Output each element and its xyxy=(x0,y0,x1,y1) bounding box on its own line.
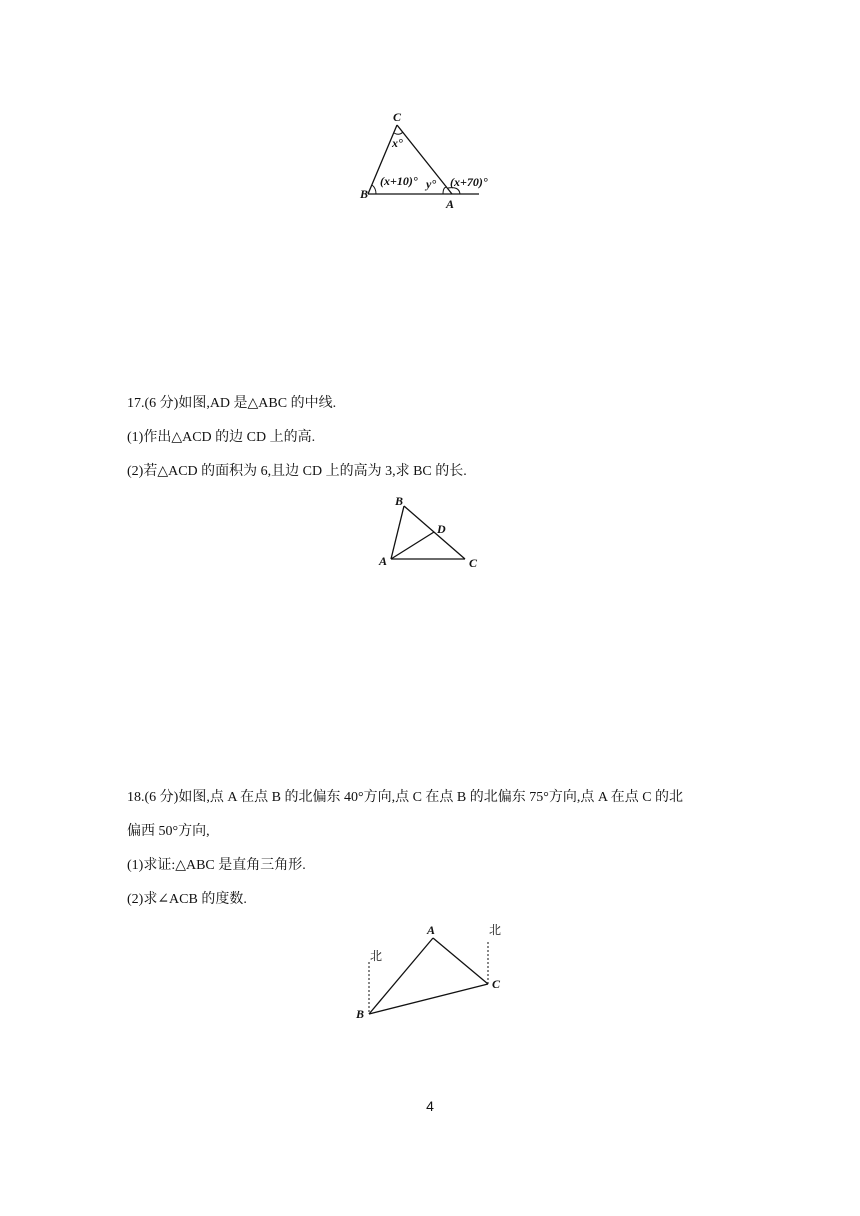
q18-title: 18.(6 分)如图,点 A 在点 B 的北偏东 40°方向,点 C 在点 B 的北偏东 75°方向,点 A 在点 C 的北 xyxy=(127,790,684,805)
label-y: y° xyxy=(426,177,437,191)
page-number: 4 xyxy=(426,1098,434,1114)
label-a: A xyxy=(379,554,388,568)
q18-part2: (2)求∠ACB 的度数. xyxy=(127,892,247,907)
angle-arc-b xyxy=(372,185,376,194)
q18-title-cont: 偏西 50°方向, xyxy=(127,824,210,839)
label-c: C xyxy=(492,977,501,991)
label-a: A xyxy=(427,923,436,937)
label-b: B xyxy=(356,1007,365,1021)
side-ac xyxy=(433,938,488,984)
label-a: A xyxy=(446,197,455,211)
figure-angle-triangle xyxy=(355,105,515,215)
q18-part1: (1)求证:△ABC 是直角三角形. xyxy=(127,858,306,873)
side-bc xyxy=(404,506,465,559)
label-north-left: 北 xyxy=(370,949,383,963)
label-x: x° xyxy=(392,136,403,150)
figure-q18-bearing xyxy=(350,918,510,1026)
label-c: C xyxy=(469,556,478,570)
median-ad xyxy=(391,532,434,559)
label-north-right: 北 xyxy=(489,923,502,937)
label-bx10: (x+10)° xyxy=(380,174,418,188)
angle-arc-a-inner xyxy=(443,187,447,194)
label-d: D xyxy=(437,522,446,536)
figure-q17-triangle xyxy=(375,490,485,575)
side-bc xyxy=(369,984,488,1014)
angle-arc-c xyxy=(394,132,403,134)
label-ax70: (x+70)° xyxy=(450,175,488,189)
q17-part1: (1)作出△ACD 的边 CD 上的高. xyxy=(127,430,316,445)
q17-part2: (2)若△ACD 的面积为 6,且边 CD 上的高为 3,求 BC 的长. xyxy=(127,464,467,479)
label-b: B xyxy=(360,187,369,201)
label-c: C xyxy=(393,110,402,124)
label-b: B xyxy=(395,494,404,508)
q17-title: 17.(6 分)如图,AD 是△ABC 的中线. xyxy=(127,396,337,411)
side-ab xyxy=(391,506,404,559)
